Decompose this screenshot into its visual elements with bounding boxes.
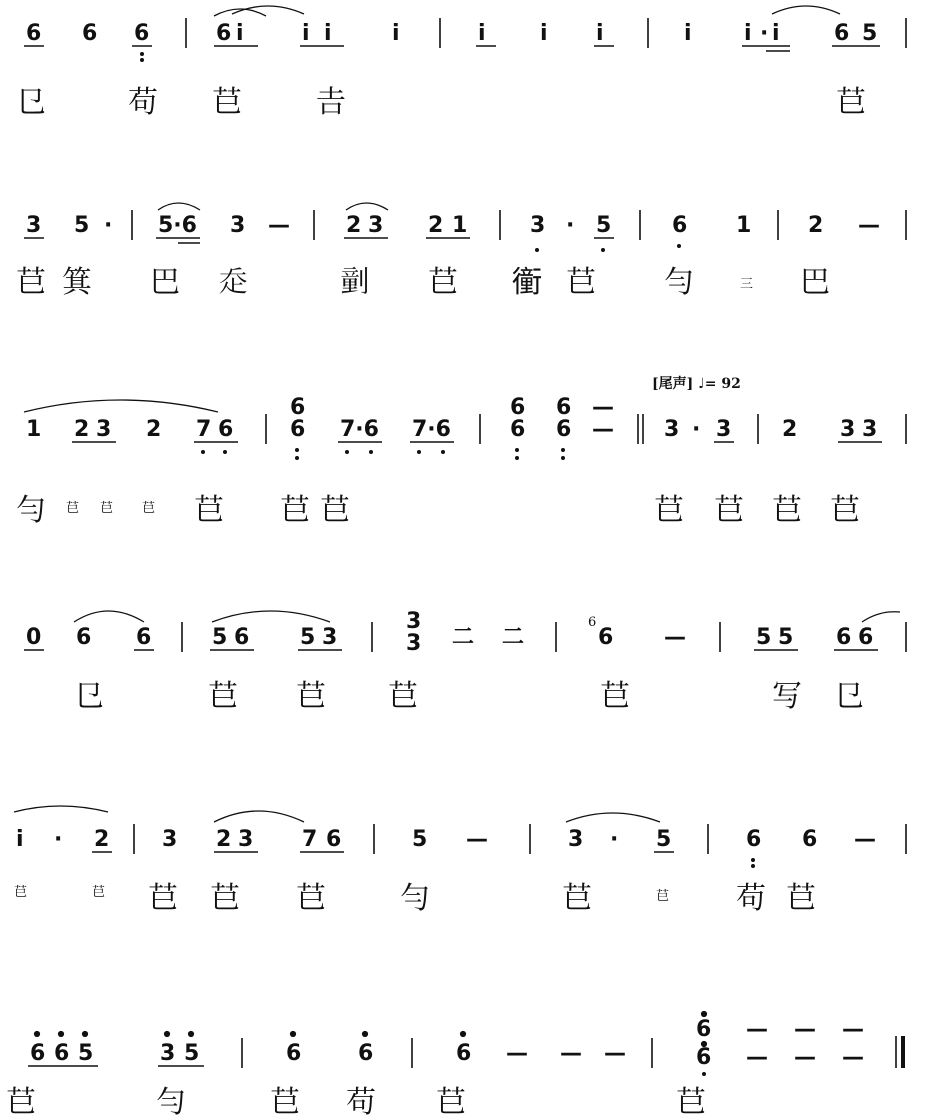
note: 6 xyxy=(218,417,234,442)
note: 7·6 xyxy=(340,417,379,442)
jianzi-glyph: 𧺆 xyxy=(218,265,248,300)
note: — xyxy=(746,1045,768,1070)
note: 6 xyxy=(598,625,614,650)
jianzi-glyph: 𦬊 xyxy=(92,885,106,900)
jianzi-glyph: 𦬊 xyxy=(772,493,802,528)
note: — xyxy=(664,625,686,650)
jianzi-glyph: 𦬊 xyxy=(600,679,630,714)
note: — xyxy=(794,1045,816,1070)
jianzi-glyph: 㔾 xyxy=(16,85,46,120)
note: — xyxy=(592,417,614,442)
jianzi-glyph: 𦬊 xyxy=(656,889,670,904)
note: · xyxy=(610,827,619,852)
jianzi-row-5 xyxy=(14,881,816,916)
note: — xyxy=(794,1017,816,1042)
note: 2 xyxy=(808,213,824,238)
jianzi-glyph: 巴 xyxy=(150,265,180,300)
jianzi-glyph: 𦬊 xyxy=(280,493,310,528)
note: 3 xyxy=(230,213,246,238)
note: i xyxy=(302,21,310,46)
note: 3 xyxy=(368,213,384,238)
note: — xyxy=(842,1045,864,1070)
jianzi-glyph: 𦬊 xyxy=(66,501,80,516)
note: — xyxy=(858,213,880,238)
note: 6 xyxy=(136,625,152,650)
jianzi-glyph: 苟 xyxy=(736,881,766,916)
jianzi-glyph: 𧘂 xyxy=(512,265,542,300)
note: 1 xyxy=(736,213,752,238)
note: 3 xyxy=(664,417,680,442)
note: 3 xyxy=(26,213,42,238)
jianzi-glyph: 𦬊 xyxy=(566,265,596,300)
note: 7 xyxy=(196,417,212,442)
jianzi-row-3 xyxy=(16,493,860,528)
note: 3 xyxy=(530,213,546,238)
jianzi-glyph: 箕 xyxy=(62,265,92,300)
note: 2 xyxy=(216,827,232,852)
note: i xyxy=(744,21,752,46)
note: i xyxy=(392,21,400,46)
note: 3 xyxy=(716,417,732,442)
note: · xyxy=(692,417,701,442)
note: 3 xyxy=(568,827,584,852)
note: 3 xyxy=(406,631,422,656)
score-row-3 xyxy=(24,375,906,460)
note: 6 xyxy=(76,625,92,650)
note: 5 xyxy=(756,625,772,650)
note: — xyxy=(604,1041,626,1066)
note: 6 xyxy=(234,625,250,650)
jianzi-glyph: 巴 xyxy=(800,265,830,300)
note: 2 xyxy=(74,417,90,442)
jianzi-glyph: 𦬊 xyxy=(388,679,418,714)
note: 7·6 xyxy=(412,417,451,442)
note: — xyxy=(506,1041,528,1066)
jianzi-glyph: 𠟍 xyxy=(340,265,370,300)
jianzi-glyph: 𦬊 xyxy=(654,493,684,528)
note: — xyxy=(268,213,290,238)
note: · xyxy=(566,213,575,238)
note: i xyxy=(324,21,332,46)
note: 5 xyxy=(74,213,90,238)
jianzi-glyph: 𦬊 xyxy=(270,1085,300,1115)
note: 6 xyxy=(30,1041,46,1066)
note: — xyxy=(560,1041,582,1066)
note: 2 xyxy=(346,213,362,238)
note: 6 xyxy=(802,827,818,852)
note: 3 xyxy=(840,417,856,442)
jianzi-glyph: 𦬊 xyxy=(786,881,816,916)
note: — xyxy=(592,395,614,420)
jianzi-glyph: 勻 xyxy=(664,265,694,300)
note: i xyxy=(684,21,692,46)
score-row-2 xyxy=(24,203,906,252)
note: i xyxy=(596,21,604,46)
jianzi-glyph: 𦬊 xyxy=(148,881,178,916)
note: 5 xyxy=(78,1041,94,1066)
note: 1 xyxy=(452,213,468,238)
note: 6 xyxy=(26,21,42,46)
note: 6 xyxy=(836,625,852,650)
jianzi-glyph: 𦬊 xyxy=(428,265,458,300)
jianzi-glyph: 𦬊 xyxy=(562,881,592,916)
jianzi-glyph: 𦬊 xyxy=(320,493,350,528)
note: 6 xyxy=(216,21,232,46)
score-row-5 xyxy=(14,806,906,868)
jianzi-glyph: 𦬊 xyxy=(100,501,114,516)
note: 7 xyxy=(302,827,318,852)
note: 3 xyxy=(160,1041,176,1066)
note: 6 xyxy=(456,1041,472,1066)
jianzi-glyph: 𦬊 xyxy=(296,881,326,916)
note: 3 xyxy=(238,827,254,852)
note: · xyxy=(54,827,63,852)
note: 6 xyxy=(326,827,342,852)
note: 3 xyxy=(162,827,178,852)
note: 6 xyxy=(556,395,572,420)
note: 5 xyxy=(212,625,228,650)
jianzi-glyph: 𦬊 xyxy=(194,493,224,528)
note: 6 xyxy=(858,625,874,650)
note: 6 xyxy=(82,21,98,46)
note: 0 xyxy=(26,625,42,650)
jianzi-glyph: 𦬊 xyxy=(830,493,860,528)
note: 2 xyxy=(94,827,110,852)
grace-note: 6 xyxy=(588,615,597,630)
jianzi-glyph: 𦬊 xyxy=(16,265,46,300)
note: i xyxy=(772,21,780,46)
jianzi-glyph: 㔾 xyxy=(74,679,104,714)
note: 5 xyxy=(412,827,428,852)
jianzi-glyph: 𦬊 xyxy=(676,1085,706,1115)
note: i xyxy=(540,21,548,46)
note: i xyxy=(16,827,24,852)
jianzi-glyph: 𦬊 xyxy=(142,501,156,516)
note: 6 xyxy=(54,1041,70,1066)
note: 6 xyxy=(696,1045,712,1070)
note: 3 xyxy=(322,625,338,650)
jianzi-glyph: 勻 xyxy=(156,1085,186,1115)
note: i xyxy=(236,21,244,46)
note: 5 xyxy=(778,625,794,650)
note: 5 xyxy=(656,827,672,852)
note: 2 xyxy=(782,417,798,442)
jianzi-glyph: 𦬊 xyxy=(436,1085,466,1115)
note: 6 xyxy=(286,1041,302,1066)
note: i xyxy=(478,21,486,46)
score-row-6 xyxy=(28,1012,903,1077)
jianzi-glyph: 𦬊 xyxy=(836,85,866,120)
jianzi-glyph: 𦬊 xyxy=(14,885,28,900)
jianzi-glyph: 𠮷 xyxy=(316,85,346,120)
note: 5 xyxy=(184,1041,200,1066)
note: 5 xyxy=(596,213,612,238)
note: 6 xyxy=(134,21,150,46)
jianzi-glyph: 𦬊 xyxy=(208,679,238,714)
note: 6 xyxy=(358,1041,374,1066)
note: 1 xyxy=(26,417,42,442)
jianzi-glyph: 𦬊 xyxy=(212,85,242,120)
jianzi-glyph: 㔾 xyxy=(834,679,864,714)
jianzi-glyph: 写 xyxy=(772,679,802,714)
jianzi-row-2 xyxy=(16,265,830,300)
jianzi-glyph: 𦬊 xyxy=(210,881,240,916)
jianzi-glyph: 𦬊 xyxy=(714,493,744,528)
note: — xyxy=(854,827,876,852)
note: 6 xyxy=(556,417,572,442)
score-row-1 xyxy=(24,6,906,62)
note: 二 xyxy=(502,625,525,650)
tempo-marking: [尾声] ♩= 92 xyxy=(652,376,741,392)
jianzi-glyph: 𦬊 xyxy=(296,679,326,714)
note: — xyxy=(842,1017,864,1042)
jianzi-glyph: 勻 xyxy=(400,881,430,916)
note: 6 xyxy=(696,1017,712,1042)
note: 6 xyxy=(834,21,850,46)
jianzi-row-1 xyxy=(16,85,866,120)
note: · xyxy=(104,213,113,238)
note: 6 xyxy=(290,417,306,442)
note: 6 xyxy=(510,395,526,420)
note: — xyxy=(746,1017,768,1042)
note: 3 xyxy=(96,417,112,442)
note: · xyxy=(760,21,769,46)
note: 6 xyxy=(746,827,762,852)
note: 2 xyxy=(428,213,444,238)
note: 5 xyxy=(862,21,878,46)
note: 2 xyxy=(146,417,162,442)
jianzi-glyph: 𦬊 xyxy=(6,1085,36,1115)
note: 6 xyxy=(672,213,688,238)
jianzi-row-4 xyxy=(74,679,864,714)
jianzi-glyph: 苟 xyxy=(346,1085,376,1115)
jianzi-row-6 xyxy=(6,1085,706,1115)
jianzi-glyph: 三 xyxy=(740,277,754,292)
note: 5 xyxy=(300,625,316,650)
note: — xyxy=(466,827,488,852)
jianzi-glyph: 勻 xyxy=(16,493,46,528)
note: 6 xyxy=(290,395,306,420)
score-row-4 xyxy=(24,609,906,656)
note: 3 xyxy=(862,417,878,442)
note: 6 xyxy=(510,417,526,442)
note: 5·6 xyxy=(158,213,197,238)
note: 3 xyxy=(406,609,422,634)
note: 二 xyxy=(452,625,475,650)
jianzi-glyph: 苟 xyxy=(128,85,158,120)
